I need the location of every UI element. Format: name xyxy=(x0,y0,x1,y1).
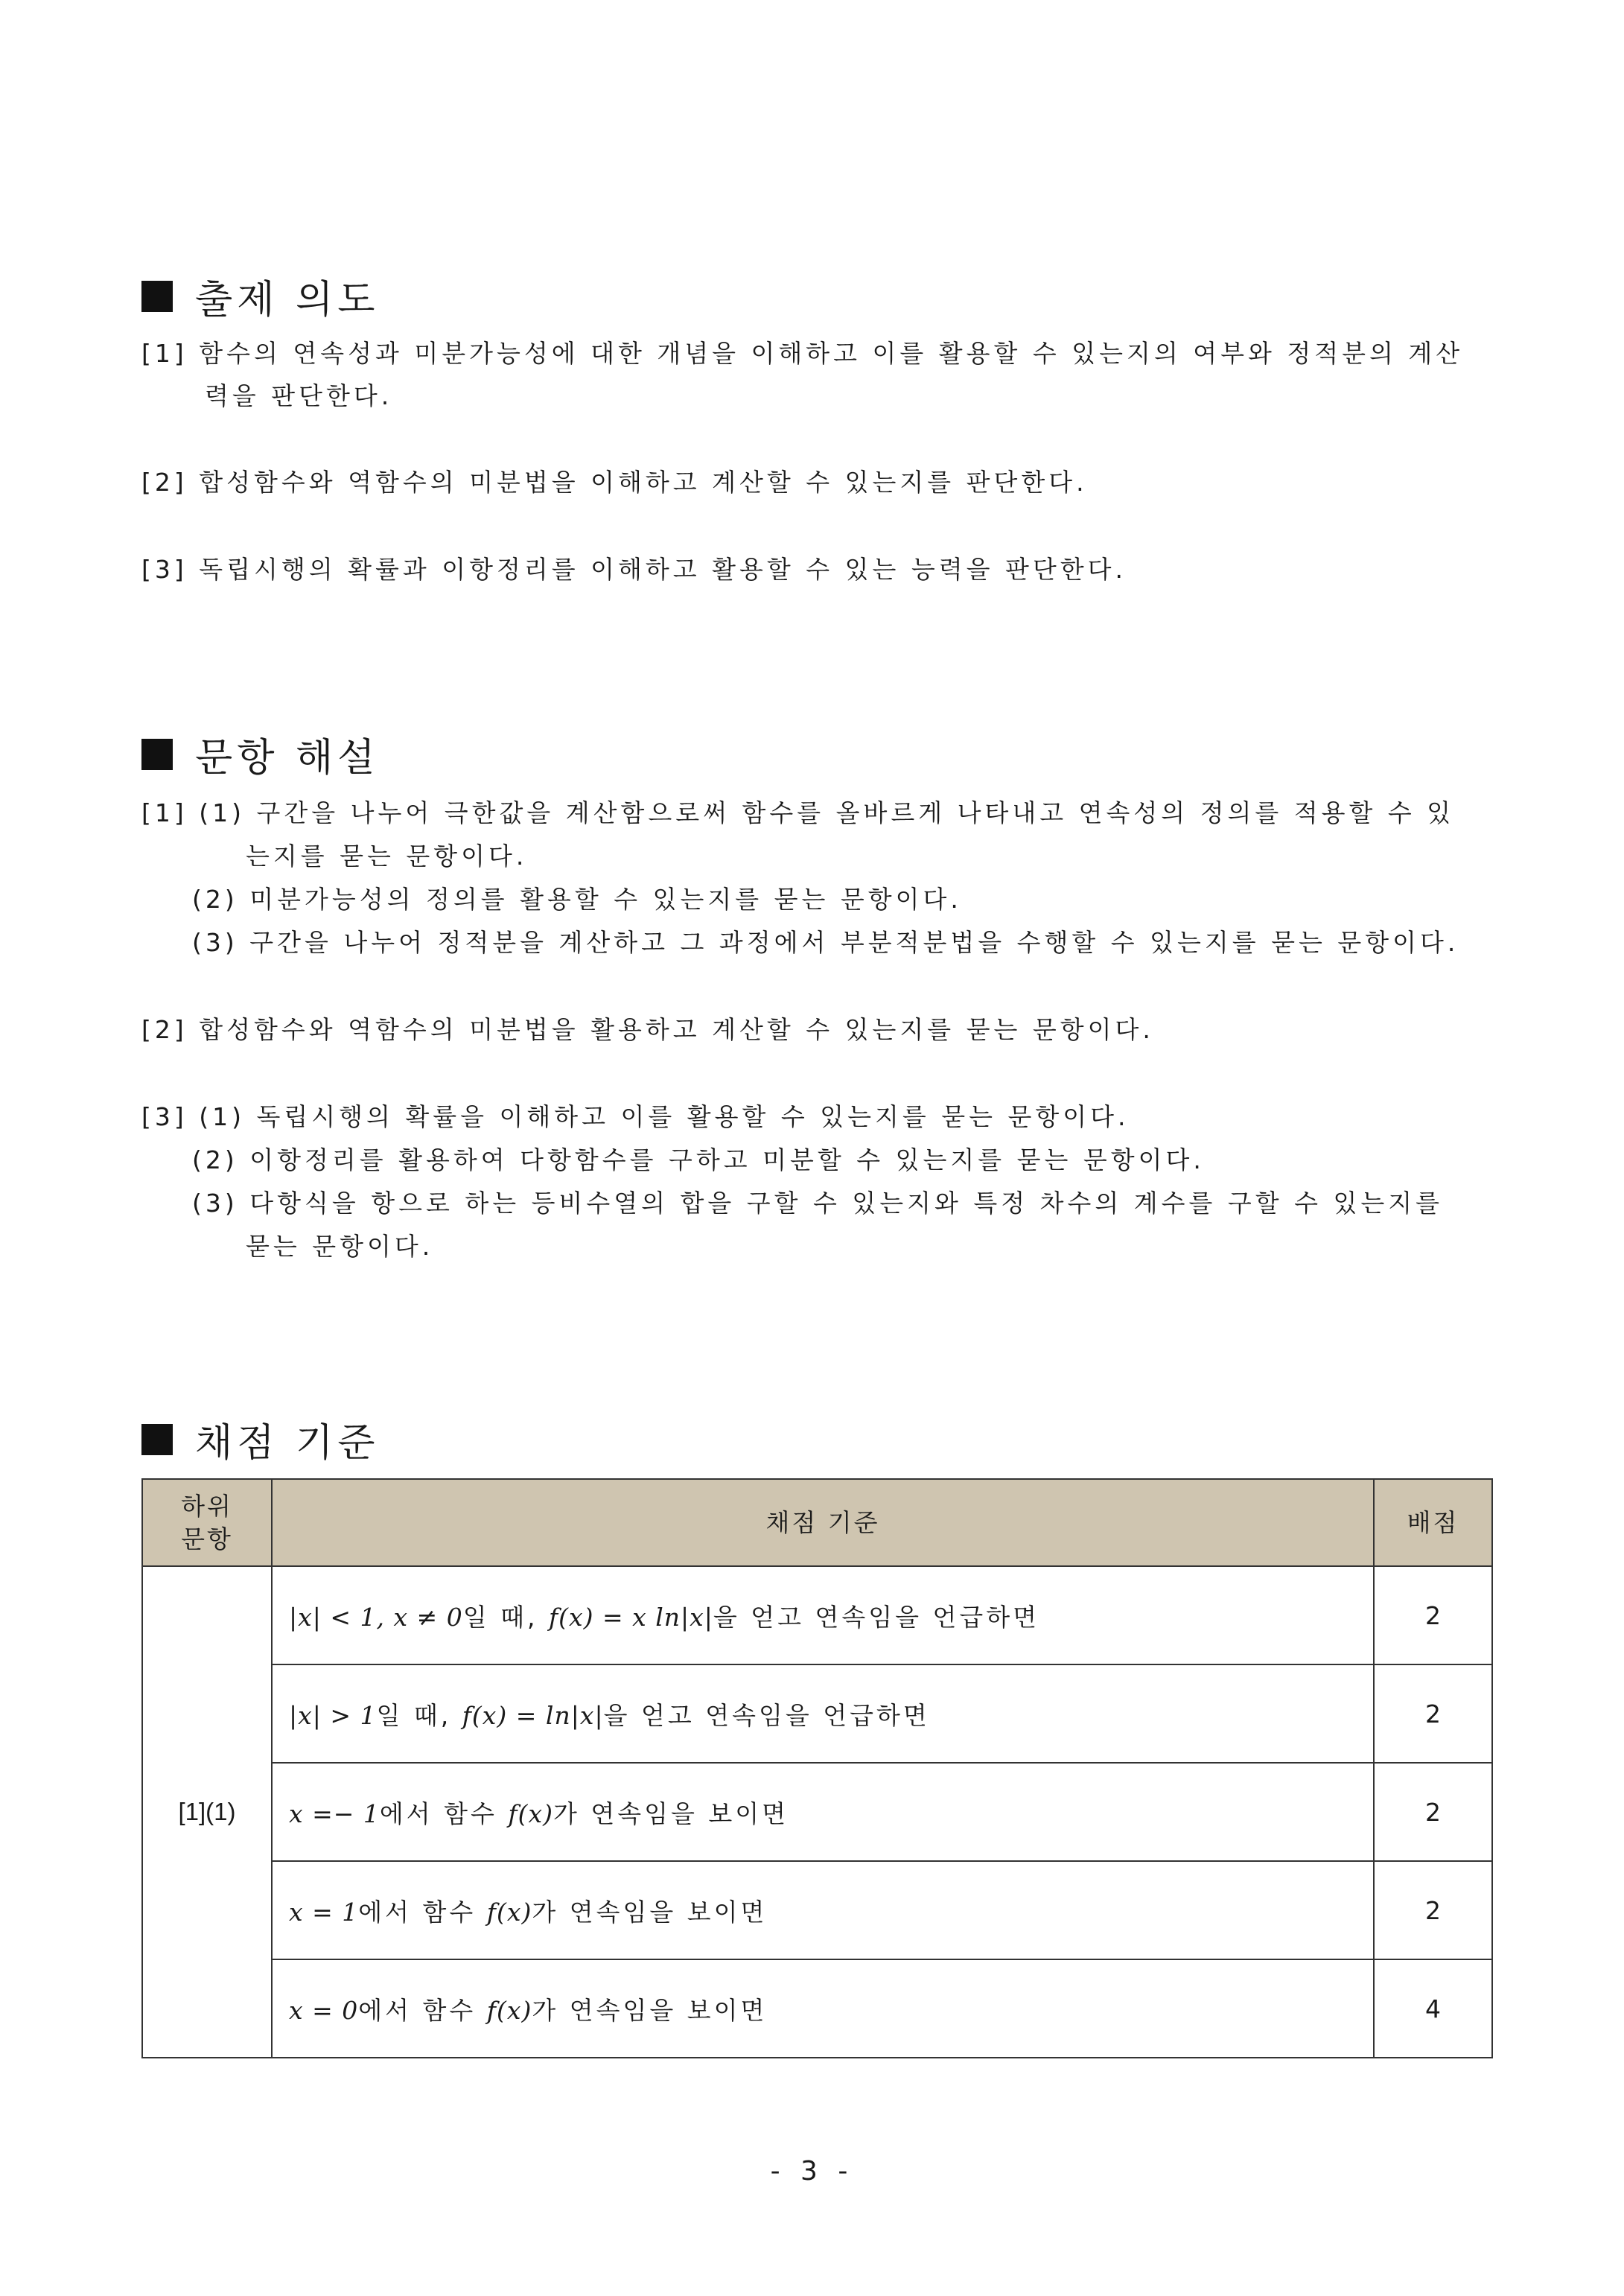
points-cell: 2 xyxy=(1374,1763,1492,1861)
intent-line: [2] 합성함수와 역함수의 미분법을 이해하고 계산할 수 있는지를 판단한다. xyxy=(141,468,1088,497)
header-sub-line1: 하위 xyxy=(181,1491,233,1521)
table-row xyxy=(142,1566,1492,1664)
commentary-line: 는지를 묻는 문항이다. xyxy=(246,842,528,871)
criteria-math: x = 0 xyxy=(289,1995,359,2025)
criteria-text: 에서 함수 xyxy=(358,1995,487,2025)
header-criteria: 채점 기준 xyxy=(272,1479,1374,1566)
intent-line: [1] 함수의 연속성과 미분가능성에 대한 개념을 이해하고 이를 활용할 수 있는지의 여부와 정적분의 계산 xyxy=(141,339,1464,368)
criteria-cell xyxy=(272,1566,1374,1664)
criteria-cell xyxy=(272,1763,1374,1861)
commentary-line: [2] 합성함수와 역함수의 미분법을 활용하고 계산할 수 있는지를 묻는 문항이다. xyxy=(141,1015,1154,1044)
commentary-line: [1] (1) 구간을 나누어 극한값을 계산함으로써 함수를 올바르게 나타내고 연속성의 정의를 적용할 수 있 xyxy=(141,798,1455,827)
commentary-line: 묻는 문항이다. xyxy=(246,1232,434,1261)
commentary-line: (2) 이항정리를 활용하여 다항함수를 구하고 미분할 수 있는지를 묻는 문항이다. xyxy=(192,1145,1205,1174)
grading-table xyxy=(141,1478,1493,2058)
criteria-cell xyxy=(272,1959,1374,2058)
table-row xyxy=(142,1959,1492,2058)
criteria-math: f(x) xyxy=(486,1995,532,2025)
criteria-text: 에서 함수 xyxy=(358,1897,487,1927)
points-cell: 2 xyxy=(1374,1566,1492,1664)
criteria-math: |x| < 1, x ≠ 0 xyxy=(289,1602,463,1632)
criteria-math: |x| > 1 xyxy=(289,1700,377,1730)
commentary-line: (3) 구간을 나누어 정적분을 계산하고 그 과정에서 부분적분법을 수행할 수 있는지를 묻는 문항이다. xyxy=(192,928,1459,957)
criteria-math: x = 1 xyxy=(289,1897,359,1927)
criteria-math: f(x) xyxy=(508,1799,553,1828)
criteria-math: f(x) = x ln|x| xyxy=(548,1602,713,1632)
criteria-text: 일 때, xyxy=(376,1700,462,1730)
table-header-row xyxy=(142,1479,1492,1566)
section-title-text: 출제 의도 xyxy=(195,278,380,322)
criteria-text: 을 얻고 연속임을 언급하면 xyxy=(713,1602,1040,1632)
commentary-line: [3] (1) 독립시행의 확률을 이해하고 이를 활용할 수 있는지를 묻는 문항이다. xyxy=(141,1102,1130,1131)
square-bullet-icon xyxy=(141,1424,173,1455)
criteria-text: 에서 함수 xyxy=(379,1799,509,1828)
square-bullet-icon xyxy=(141,281,173,312)
points-cell: 2 xyxy=(1374,1664,1492,1763)
intent-line: [3] 독립시행의 확률과 이항정리를 이해하고 활용할 수 있는 능력을 판단한다. xyxy=(141,555,1127,584)
commentary-line: (2) 미분가능성의 정의를 활용할 수 있는지를 묻는 문항이다. xyxy=(192,885,962,914)
criteria-math: f(x) xyxy=(486,1897,532,1927)
section-title-text: 채점 기준 xyxy=(195,1421,380,1466)
table-row xyxy=(142,1861,1492,1959)
criteria-cell xyxy=(272,1664,1374,1763)
points-cell: 4 xyxy=(1374,1959,1492,2058)
criteria-math: f(x) = ln|x| xyxy=(462,1700,604,1730)
points-cell: 2 xyxy=(1374,1861,1492,1959)
criteria-text: 가 연속임을 보이면 xyxy=(532,1897,768,1927)
table-row xyxy=(142,1664,1492,1763)
criteria-text: 을 얻고 연속임을 언급하면 xyxy=(603,1700,930,1730)
section-title-commentary xyxy=(141,726,379,782)
sub-question-label: [1](1) xyxy=(142,1566,272,2058)
criteria-cell xyxy=(272,1861,1374,1959)
criteria-text: 일 때, xyxy=(462,1602,549,1632)
header-sub-question xyxy=(142,1479,272,1566)
commentary-line: (3) 다항식을 항으로 하는 등비수열의 합을 구할 수 있는지와 특정 차수의 계수를 구할 수 있는지를 xyxy=(192,1189,1443,1218)
table-row xyxy=(142,1763,1492,1861)
section-title-text: 문항 해설 xyxy=(195,736,380,780)
square-bullet-icon xyxy=(141,739,173,770)
criteria-text: 가 연속임을 보이면 xyxy=(532,1995,768,2025)
intent-line: 력을 판단한다. xyxy=(205,381,393,410)
header-points: 배점 xyxy=(1374,1479,1492,1566)
criteria-text: 가 연속임을 보이면 xyxy=(553,1799,789,1828)
criteria-math: x =− 1 xyxy=(289,1799,380,1828)
section-title-intent xyxy=(141,268,379,324)
header-sub-line2: 문항 xyxy=(181,1524,233,1554)
section-title-grading xyxy=(141,1411,379,1467)
page-number: - 3 - xyxy=(770,2156,854,2187)
